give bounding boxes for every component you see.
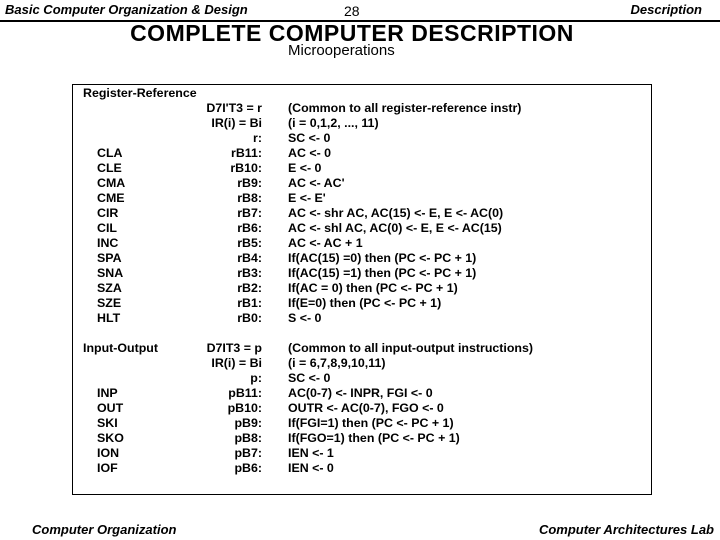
instruction-condition: pB7:	[234, 446, 262, 460]
instruction-name: HLT	[97, 311, 121, 325]
instruction-action: AC <- shl AC, AC(0) <- E, E <- AC(15)	[288, 221, 502, 235]
header-section-name: Description	[630, 2, 702, 17]
instruction-condition: rB8:	[237, 191, 262, 205]
instruction-action: If(AC(15) =1) then (PC <- PC + 1)	[288, 266, 477, 280]
instruction-action: S <- 0	[288, 311, 322, 325]
instruction-action: IEN <- 0	[288, 461, 334, 475]
instruction-condition: pB6:	[234, 461, 262, 475]
instruction-name: SZE	[97, 296, 122, 310]
instruction-action: OUTR <- AC(0-7), FGO <- 0	[288, 401, 444, 415]
instruction-action: If(AC = 0) then (PC <- PC + 1)	[288, 281, 458, 295]
decode-action: SC <- 0	[288, 131, 331, 145]
instruction-name: INC	[97, 236, 119, 250]
instruction-name: ION	[97, 446, 120, 460]
instruction-action: If(FGI=1) then (PC <- PC + 1)	[288, 416, 454, 430]
instruction-condition: rB2:	[237, 281, 262, 295]
instruction-condition: rB0:	[237, 311, 262, 325]
instruction-name: OUT	[97, 401, 124, 415]
section-heading-register-reference: Register-Reference	[83, 86, 197, 100]
decode-condition: IR(i) = Bi	[211, 116, 262, 130]
instruction-action: AC <- AC'	[288, 176, 345, 190]
instruction-name: IOF	[97, 461, 118, 475]
instruction-action: AC(0-7) <- INPR, FGI <- 0	[288, 386, 433, 400]
decode-condition: D7IT3 = p	[206, 341, 262, 355]
instruction-name: INP	[97, 386, 118, 400]
instruction-action: AC <- AC + 1	[288, 236, 363, 250]
section-heading-input-output: Input-Output	[83, 341, 158, 355]
decode-condition: r:	[253, 131, 262, 145]
decode-condition: IR(i) = Bi	[211, 356, 262, 370]
instruction-name: SPA	[97, 251, 122, 265]
instruction-name: SKI	[97, 416, 118, 430]
header-course-title: Basic Computer Organization & Design	[5, 2, 248, 17]
instruction-condition: rB10:	[230, 161, 262, 175]
decode-condition: D7I'T3 = r	[206, 101, 262, 115]
instruction-condition: rB1:	[237, 296, 262, 310]
decode-condition: p:	[250, 371, 262, 385]
instruction-name: SNA	[97, 266, 124, 280]
instruction-condition: rB4:	[237, 251, 262, 265]
instruction-name: CIR	[97, 206, 119, 220]
slide-title: COMPLETE COMPUTER DESCRIPTION	[130, 20, 574, 46]
slide-subtitle: Microoperations	[288, 42, 395, 59]
instruction-name: CLA	[97, 146, 123, 160]
instruction-action: IEN <- 1	[288, 446, 334, 460]
footer-left-text: Computer Organization	[32, 522, 177, 537]
decode-action: (Common to all register-reference instr)	[288, 101, 522, 115]
instruction-condition: rB9:	[237, 176, 262, 190]
instruction-name: CMA	[97, 176, 126, 190]
instruction-name: CME	[97, 191, 125, 205]
instruction-action: If(FGO=1) then (PC <- PC + 1)	[288, 431, 460, 445]
decode-action: (i = 6,7,8,9,10,11)	[288, 356, 386, 370]
instruction-action: If(AC(15) =0) then (PC <- PC + 1)	[288, 251, 477, 265]
instruction-condition: pB11:	[228, 386, 262, 400]
instruction-name: SKO	[97, 431, 124, 445]
page-number: 28	[344, 3, 360, 19]
instruction-condition: rB6:	[237, 221, 262, 235]
footer-right-text: Computer Architectures Lab	[538, 522, 714, 537]
decode-action: (i = 0,1,2, ..., 11)	[288, 116, 379, 130]
instruction-action: E <- E'	[288, 191, 326, 205]
instruction-action: If(E=0) then (PC <- PC + 1)	[288, 296, 442, 310]
instruction-name: CLE	[97, 161, 122, 175]
instruction-name: SZA	[97, 281, 122, 295]
instruction-action: AC <- 0	[288, 146, 332, 160]
instruction-condition: pB9:	[234, 416, 262, 430]
instruction-condition: rB7:	[237, 206, 262, 220]
decode-action: (Common to all input-output instructions)	[288, 341, 534, 355]
decode-action: SC <- 0	[288, 371, 331, 385]
instruction-action: AC <- shr AC, AC(15) <- E, E <- AC(0)	[288, 206, 504, 220]
instruction-condition: rB5:	[237, 236, 262, 250]
instruction-condition: rB11:	[231, 146, 262, 160]
instruction-action: E <- 0	[288, 161, 322, 175]
instruction-condition: pB8:	[234, 431, 262, 445]
instruction-condition: rB3:	[237, 266, 262, 280]
instruction-condition: pB10:	[227, 401, 262, 415]
instruction-name: CIL	[97, 221, 117, 235]
